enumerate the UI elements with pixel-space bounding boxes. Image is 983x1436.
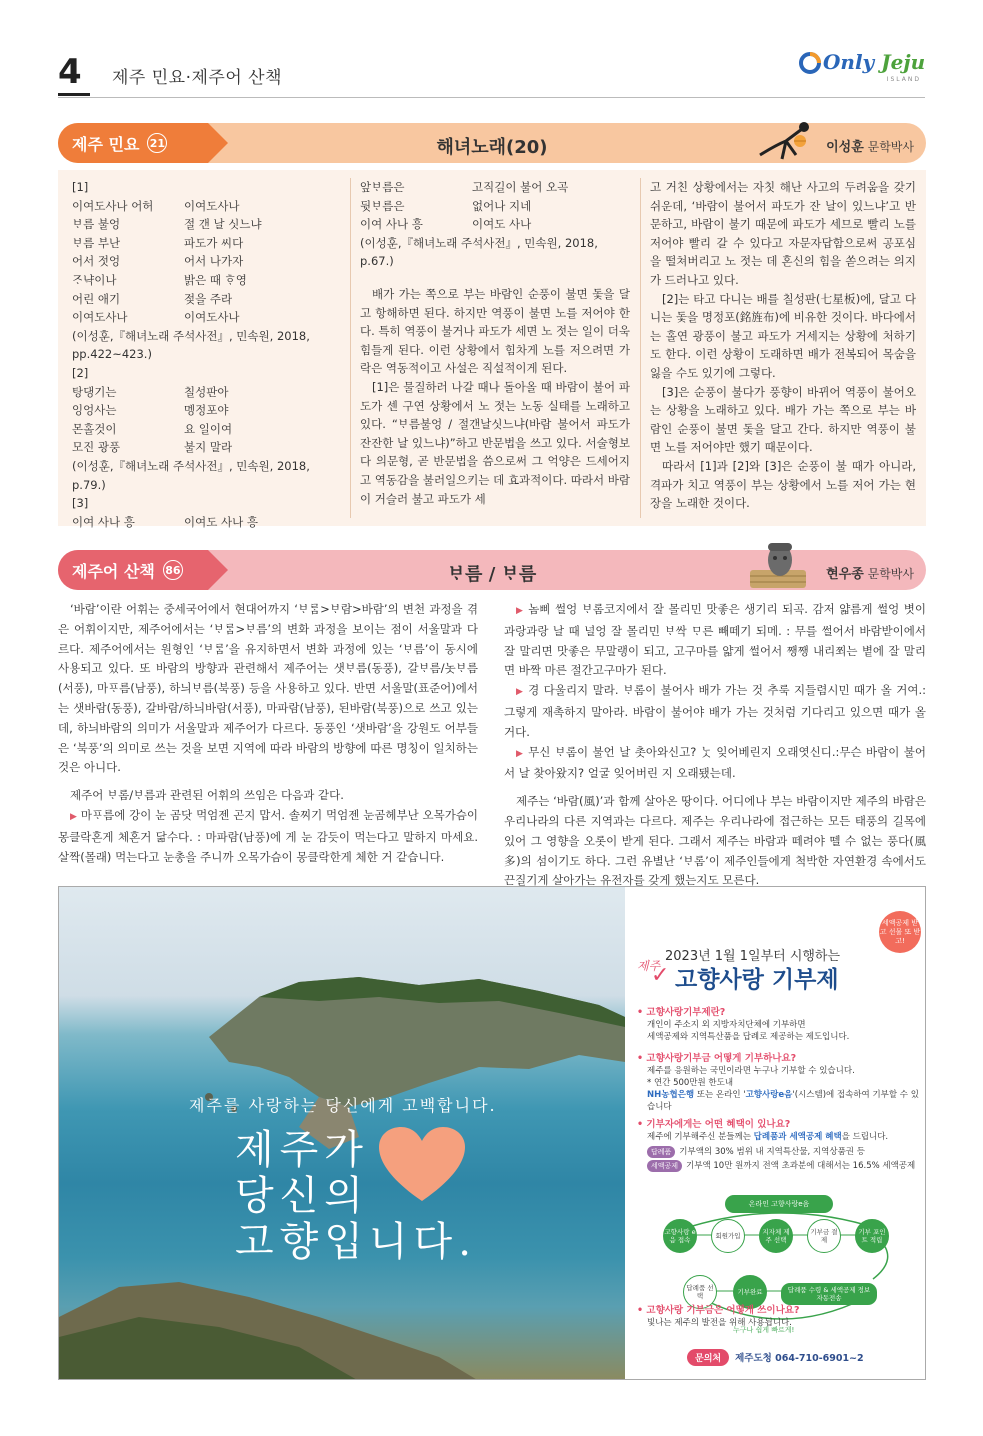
check-mark-icon: ✓ bbox=[651, 963, 670, 988]
minyo-title: 해녀노래(20) bbox=[436, 137, 548, 158]
chip-tax: 세액공제 bbox=[647, 1160, 682, 1172]
example-paragraph: ▶ 마ᄑᆞ름에 강이 눈 곰닷 먹엄젠 곤지 맙서. 솔찌기 먹엄젠 눈곰헤부난 오목가슴이 몽클락혼게 체혼거 닮수다. : 마파람(남풍)에 게 눈 감듯이 먹는다고 말하지 마세요. 살짝(몰래) 먹는다고 눈총을 주니까 오목가슴이 몽클락한게 체한 거 같습니다. bbox=[58, 807, 479, 864]
body-paragraph: ‘바람’이란 어휘는 중세국어에서 현대어까지 ‘ᄇᆞᄅᆞᆷ>ᄇᆞ람>바람’의 변천 과정을 겪은 어휘이지만, 제주어에서는 ‘ᄇᆞᄅᆞᆷ>ᄇᆞ름’의 변화 과정을 보이는 점이 서울말과 다르다. 제주어에서는 원형인 ‘ᄇᆞᄅᆞᆷ’을 유지하면서 변화 과정에 있는 ‘ᄇᆞ름’이 동시에 사용되고 있다. 또 바람의 방향과 관련해서 제주어는 샛ᄇᆞ름(동풍), 갈ᄇᆞ름/놋ᄇᆞ름(서풍), 마ᄑᆞ름(남풍), 하늬ᄇᆞ름(북풍) 등을 사용하고 있다. 반면 서울말(표준어)에서는 샛바람(동풍), 갈바람/하늬바람(서풍), 마파람(남풍), 된바람(북풍)으로 쓰고 있는데, 하늬바람의 의미가 서울말과 제주어가 다르다. 동풍인 ‘샛바람’을 강원도 어부들은 ‘북풍’의 의미로 쓰는 것을 보면 지역에 따라 바람의 방향에 따른 명칭이 일치하는 것은 아니다. bbox=[58, 602, 478, 775]
flow-node-access: 고향사랑 e음 접속 bbox=[663, 1219, 697, 1253]
ad-info-panel bbox=[625, 887, 926, 1380]
citation: (이성훈,『해녀노래 주석사전』, 민속원, 2018, pp.422~423.) bbox=[72, 328, 310, 362]
flow-node-signup: 회원가입 bbox=[711, 1219, 745, 1253]
contact-phone: 제주도청 064-710-6901~2 bbox=[735, 1353, 864, 1364]
minyo-label: 제주 민요 21 bbox=[58, 123, 208, 163]
ad-faq-4: • 고향사랑 기부금은 어떻게 쓰이나요? 빛나는 제주의 발전을 위해 사용됩니다. bbox=[637, 1305, 800, 1328]
hometown-donation-ad bbox=[58, 886, 926, 1380]
sanchaek-section-bar bbox=[58, 550, 926, 590]
column-divider bbox=[350, 178, 351, 518]
ad-stamp-badge: 세액공제 받고 선물 또 받고! bbox=[879, 911, 921, 953]
verse-line: 뒷ᄇᆞ름은 없어나 지네 bbox=[360, 198, 532, 213]
column-divider bbox=[640, 178, 641, 518]
minyo-column-3 bbox=[650, 178, 916, 513]
ad-big-slogan: 제주가 당신의 고향입니다. bbox=[235, 1127, 477, 1265]
minyo-author: 이성훈 문학박사 bbox=[826, 140, 914, 155]
body-paragraph: [1]은 물질하러 나갈 때나 돌아올 때 바람이 불어 파도가 센 구연 상황에서 노 젓는 노동 실태를 노래하고 있다. “ᄇᆞ름불엉 / 절갠날싯느냐(바람 불어서 파도가 잔잔한 날 있느냐)”하고 반문법을 쓰고 있다. 서술형보다 의문형, 곧 반문법을 씀으로써 그 억양은 드세어지고 역동감을 불러일으키는 데 효과적이다. 따라서 바람이 거슬러 불고 파도가 세 bbox=[360, 379, 630, 506]
verse-line: ᄇᆞ름 부난 파도가 씨다 bbox=[72, 235, 244, 250]
body-paragraph: 따라서 [1]과 [2]와 [3]은 순풍이 불 때가 아니라, 격파가 치고 역풍이 부는 상황에서 노를 저어 가는 현장을 노래한 것이다. bbox=[650, 458, 916, 511]
flow-node-points: 기부 포인트 적립 bbox=[855, 1219, 889, 1253]
example-paragraph: ▶ 경 다울리지 말라. ᄇᆞ롬이 불어사 배가 가는 것 추룩 지들렴시민 때가 올 거여.: 그렇게 재촉하지 말아라. 바람이 불어야 배가 가는 것처럼 기다리고 있으면 때가 올 거다. bbox=[504, 683, 926, 739]
triangle-bullet-icon: ▶ bbox=[516, 606, 524, 616]
verse-line: 이여 사나 흥 이여도 사나 흥 bbox=[72, 514, 258, 529]
verse-heading: [2] bbox=[72, 365, 89, 380]
ad-contact bbox=[687, 1347, 864, 1367]
triangle-bullet-icon: ▶ bbox=[70, 811, 78, 822]
citation: (이성훈,『해녀노래 주석사전』, 민속원, 2018, p.79.) bbox=[72, 458, 310, 492]
bullet-icon: • bbox=[637, 1305, 644, 1316]
ad-jeju-script: 제주 bbox=[637, 959, 661, 973]
body-paragraph: 제주는 ‘바람(風)’과 함께 살아온 땅이다. 어디에나 부는 바람이지만 제주의 바람은 우리나라의 다른 지역과는 다르다. 제주는 우리나라에 접근하는 모든 태풍의 길목에 있어 그 영향을 오롯이 받게 된다. 그래서 제주는 바람과 떼려야 뗄 수 없는 풍다(風多)의 섬이기도 하다. 그런 유별난 ‘ᄇᆞ롬’이 제주인들에게 척박한 자연환경 속에서도 끈질기게 살아가는 유전자를 갖게 했는지도 모른다. bbox=[504, 794, 926, 888]
sanchaek-issue-badge: 86 bbox=[163, 560, 183, 580]
verse-line: ᄌᆞ냑이나 밝은 때 ᄒᆞ영 bbox=[72, 272, 247, 287]
body-paragraph: 고 거친 상황에서는 자칫 해난 사고의 두려움을 갖기 쉬운데, ‘바람이 불어서 파도가 잔 날이 있느냐’고 반문하고, 바람이 불기 때문에 파도가 세므로 빨리 노를 저어야 빨리 갈 수 있다고 자문자답함으로써 공포심을 떨쳐버리고 노 젓는 데 혼신의 힘을 쏟으려는 의지가 드러나고 있다. bbox=[650, 180, 916, 287]
minyo-column-2 bbox=[360, 178, 630, 508]
verse-line: 잉엉사는 멩정포야 bbox=[72, 403, 229, 418]
sanchaek-label: 제주어 산책 86 bbox=[58, 550, 208, 590]
flow-bottom-caption: 누구나 쉽게 빠르게! bbox=[733, 1326, 795, 1334]
bullet-icon: • bbox=[637, 1119, 644, 1130]
coastal-cliff-photo bbox=[59, 887, 625, 1380]
minyo-issue-badge: 21 bbox=[147, 133, 167, 153]
diver-illustration-icon bbox=[756, 115, 816, 167]
ad-photo-tagline: 제주를 사랑하는 당신에게 고백합니다. bbox=[189, 1096, 497, 1115]
verse-line: 이여도사나 어허 이여도사나 bbox=[72, 198, 240, 213]
flow-node-payment: 기부금 결제 bbox=[807, 1219, 841, 1253]
triangle-bullet-icon: ▶ bbox=[516, 687, 524, 698]
ad-faq-3: • 기부자에게는 어떤 혜택이 있나요? 제주에 기부해주신 분들께는 답례품과 세액공제 혜택을 드립니다. 답례품 기부액의 30% 범위 내 지역특산물, 지역상품권 등 세액공제 기부액 10만 원까지 전액 초과분에 대해서는 16.5% 세액공제 bbox=[637, 1119, 916, 1171]
flow-node-complete: 기부완료 bbox=[733, 1275, 767, 1309]
bullet-icon: • bbox=[637, 1007, 644, 1018]
body-paragraph: [3]은 순풍이 불다가 풍향이 바뀌어 역풍이 불어오는 상황을 노래하고 있다. 배가 가는 쪽으로 부는 바람인 순풍이 불면 돛을 달고 간다. 하지만 역풍이 불면 노를 저어야만 했기 때문이다. bbox=[650, 384, 916, 455]
flow-top-pill: 온라인 고향사랑e음 bbox=[725, 1195, 833, 1213]
citation: (이성훈,『해녀노래 주석사전』, 민속원, 2018, p.67.) bbox=[360, 235, 598, 269]
sanchaek-title: ᄇᆞ름 / ᄇᆞ름 bbox=[447, 564, 537, 585]
example-paragraph: ▶ 놈삐 썰엉 ᄇᆞ롬코지에서 잘 몰리민 맛좋은 생기리 되곡. 감저 얇름게 썰엉 볏이 과랑과랑 날 때 널엉 잘 몰리민 ᄇᆞ싹 ᄆᆞ른 빼떼기 되메. : 무를 썰어서 바람받이에서 잘 말리면 맛좋은 무말랭이 되고, 고구마를 얇게 썰어서 쨍쨍 내리쬐는 볕에 잘 말리면 바짝 마른 절간고구마가 된다. bbox=[504, 602, 926, 678]
verse-line: 몬홀것이 요 일이여 bbox=[72, 421, 233, 436]
minyo-column-1 bbox=[72, 178, 342, 531]
ad-faq-2: • 고향사랑기부금 어떻게 기부하나요? 제주를 응원하는 국민이라면 누구나 기부할 수 있습니다. * 연간 500만원 한도내 NH농협은행 또는 온라인 '고향사랑e음'(시스템)에 접속하여 기부할 수 있습니다 bbox=[637, 1053, 919, 1112]
verse-line: 어서 젓엉 어서 나가자 bbox=[72, 254, 244, 269]
contact-label: 문의처 bbox=[687, 1349, 729, 1366]
verse-line: 어린 애기 젖을 주라 bbox=[72, 291, 233, 306]
minyo-panel bbox=[58, 170, 926, 529]
heart-icon bbox=[377, 1125, 467, 1205]
body-paragraph: 제주어 ᄇᆞ롬/ᄇᆞ름과 관련된 어휘의 쓰임은 다음과 같다. bbox=[70, 788, 344, 803]
verse-line: 이여 사나 흥 이여도 사나 bbox=[360, 217, 532, 232]
header-rule bbox=[58, 97, 925, 98]
triangle-bullet-icon: ▶ bbox=[516, 748, 524, 759]
bullet-icon: • bbox=[637, 1053, 644, 1064]
sanchaek-column-right bbox=[504, 600, 926, 891]
section-title: 제주 민요·제주어 산책 bbox=[112, 68, 283, 88]
dol-hareubang-illustration-icon bbox=[748, 540, 808, 592]
verse-heading: [3] bbox=[72, 496, 89, 511]
ad-headline: 고향사랑 기부제 bbox=[675, 967, 839, 993]
logo-circle-icon bbox=[799, 52, 821, 74]
verse-line: 탕댕기는 칠성판아 bbox=[72, 384, 229, 399]
logo-text: Only Jeju bbox=[823, 50, 926, 74]
flow-node-gift-select: 답례품 선택 bbox=[683, 1275, 717, 1309]
flow-result-pill: 답례품 수령 & 세액공제 정보 자동전송 bbox=[781, 1283, 877, 1305]
example-paragraph: ▶ 무신 ᄇᆞ롬이 불언 날 촛아와신고? ᄂᆞᆺ 잊어베린지 오래엿신디.:무슨 바람이 불어서 날 찾아왔지? 얼굴 잊어버린 지 오래됐는데. bbox=[504, 744, 927, 781]
body-paragraph: 배가 가는 쪽으로 부는 바람인 순풍이 불면 돛을 달고 항해하면 된다. 하지만 역풍이 불면 노를 저어야 한다. 특히 역풍이 불거나 파도가 세면 노 젓는 일이 더욱 힘들게 된다. 이런 상황에서 힘차게 노를 저으려면 가락은 역동적이고 사설은 직설적이게 된다. bbox=[360, 286, 630, 376]
verse-line: 모진 광풍 불지 말라 bbox=[72, 440, 233, 455]
only-jeju-logo bbox=[807, 48, 927, 88]
flow-node-select-jeju: 지자체 제주 선택 bbox=[759, 1219, 793, 1253]
verse-heading: [1] bbox=[72, 180, 89, 194]
minyo-section-bar bbox=[58, 123, 926, 163]
page-number-underline bbox=[58, 93, 90, 96]
body-paragraph: [2]는 타고 다니는 배를 칠성판(七星板)에, 달고 다니는 돛을 명정포(銘旌布)에 비유한 것이다. 바다에서는 홀연 광풍이 불고 파도가 거세지는 상황에 처하기도 한다. 이런 상황이 도래하면 배가 전복되어 목숨을 잃을 수도 있기에 그렇다. bbox=[650, 291, 916, 380]
chip-gift: 답례품 bbox=[647, 1146, 675, 1158]
verse-line: ᄇᆞ름 불엉 절 갠 날 싯느냐 bbox=[72, 217, 262, 232]
page-number: 4 bbox=[58, 52, 82, 92]
logo-subtext: ISLAND bbox=[886, 76, 921, 83]
verse-line: 앞ᄇᆞ름은 고직길이 불어 오곡 bbox=[360, 180, 569, 194]
ad-faq-1: • 고향사랑기부제란? 개인이 주소지 외 지방자치단체에 기부하면 세액공제와 지역특산품을 답례로 제공하는 제도입니다. bbox=[637, 1007, 850, 1042]
verse-line: 이여도사나 이여도사나 bbox=[72, 310, 240, 325]
ad-date-line: 2023년 1월 1일부터 시행하는 bbox=[665, 949, 841, 964]
sanchaek-author: 현우종 문학박사 bbox=[826, 567, 914, 582]
sanchaek-column-left bbox=[58, 600, 478, 867]
